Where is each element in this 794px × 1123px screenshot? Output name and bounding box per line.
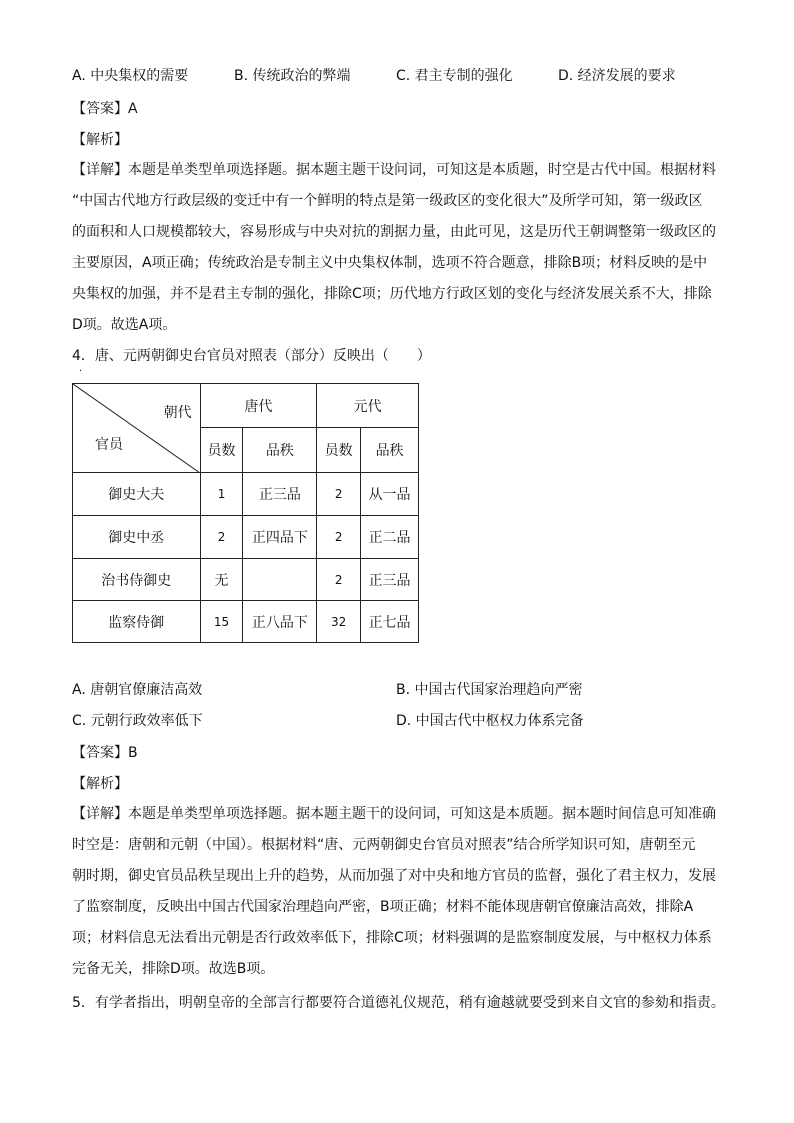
q4-detail-line: 朝时期，御史官员品秩呈现出上升的趋势，从而加强了对中央和地方官员的监督，强化了君主权力，发展 — [72, 868, 716, 884]
q3-detail-line: 的面积和人口规模都较大，容易形成与中央对抗的割据力量，由此可见，这是历代王朝调整第一级政区的 — [72, 224, 716, 240]
cell: 32 — [317, 601, 361, 643]
cell-official: 御史大夫 — [73, 473, 201, 516]
subheader-count: 员数 — [200, 428, 243, 473]
cell-official: 监察侍御 — [73, 601, 201, 643]
cell: 正七品 — [361, 601, 419, 643]
cell: 1 — [200, 473, 243, 516]
diagonal-divider — [73, 384, 200, 473]
table-corner-cell — [73, 384, 201, 473]
q3-detail-line: 【详解】本题是单类型单项选择题。据本题主题干设问词，可知这是本质题，时空是古代中国。根据材料 — [72, 162, 716, 178]
cell — [243, 559, 317, 601]
q4-detail-line: 完备无关，排除D项。故选B项。 — [72, 961, 275, 977]
q4-detail — [72, 799, 724, 985]
table-row — [73, 516, 419, 559]
header-yuan: 元代 — [317, 384, 419, 428]
cell: 从一品 — [361, 473, 419, 516]
q3-detail-line: 主要原因，A项正确；传统政治是专制主义中央集权体制，选项不符合题意，排除B项；材料反映的是中 — [72, 255, 708, 271]
q4-detail-line: 项；材料信息无法看出元朝是否行政效率低下，排除C项；材料强调的是监察制度发展，与中枢权力体系 — [72, 930, 712, 946]
stray-dot: · — [79, 366, 83, 377]
cell: 正三品 — [243, 473, 317, 516]
cell: 2 — [317, 559, 361, 601]
q3-analysis-label: 【解析】 — [72, 132, 128, 148]
q4-option-d: D. 中国古代中枢权力体系完备 — [396, 713, 584, 729]
q3-option-b: B. 传统政治的弊端 — [234, 68, 351, 84]
comparison-table — [72, 383, 419, 643]
cell: 无 — [200, 559, 243, 601]
corner-label-dynasty: 朝代 — [163, 405, 192, 421]
cell-official: 御史中丞 — [73, 516, 201, 559]
q3-detail-line: D项。故选A项。 — [72, 317, 177, 333]
q3-detail-line: “中国古代地方行政层级的变迁中有一个鲜明的特点是第一级政区的变化很大”及所学可知，第一级政区 — [72, 193, 703, 209]
q3-option-c: C. 君主专制的强化 — [396, 68, 513, 84]
cell: 正四品下 — [243, 516, 317, 559]
table-row — [73, 559, 419, 601]
q4-option-b: B. 中国古代国家治理趋向严密 — [396, 682, 583, 698]
cell: 正二品 — [361, 516, 419, 559]
q3-answer: 【答案】A — [72, 101, 138, 117]
q3-option-a: A. 中央集权的需要 — [72, 68, 189, 84]
cell: 正三品 — [361, 559, 419, 601]
cell: 2 — [200, 516, 243, 559]
subheader-count: 员数 — [317, 428, 361, 473]
q4-stem: 4．唐、元两朝御史台官员对照表（部分）反映出（ ） — [72, 348, 431, 364]
q4-detail-line: 时空是：唐朝和元朝（中国）。根据材料“唐、元两朝御史台官员对照表”结合所学知识可知，唐朝至元 — [72, 837, 696, 853]
header-tang: 唐代 — [200, 384, 317, 428]
table-row — [73, 473, 419, 516]
q4-option-a: A. 唐朝官僚廉洁高效 — [72, 682, 203, 698]
q3-detail — [72, 155, 724, 341]
cell: 15 — [200, 601, 243, 643]
q4-option-c: C. 元朝行政效率低下 — [72, 713, 203, 729]
q4-detail-line: 【详解】本题是单类型单项选择题。据本题主题干的设问词，可知这是本质题。据本题时间信息可知准确 — [72, 806, 716, 822]
q5-stem: 5．有学者指出，明朝皇帝的全部言行都要符合道德礼仪规范，稍有逾越就要受到来自文官的参劾和指责。 — [72, 995, 725, 1011]
q4-analysis-label: 【解析】 — [72, 776, 128, 792]
cell: 正八品下 — [243, 601, 317, 643]
q3-option-d: D. 经济发展的要求 — [558, 68, 676, 84]
subheader-rank: 品秩 — [243, 428, 317, 473]
cell: 2 — [317, 473, 361, 516]
cell-official: 治书侍御史 — [73, 559, 201, 601]
subheader-rank: 品秩 — [361, 428, 419, 473]
q4-detail-line: 了监察制度，反映出中国古代国家治理趋向严密，B项正确；材料不能体现唐朝官僚廉洁高效，排除A — [72, 899, 694, 915]
table-row — [73, 601, 419, 643]
corner-label-official: 官员 — [95, 437, 123, 453]
cell: 2 — [317, 516, 361, 559]
q3-detail-line: 央集权的加强，并不是君主专制的强化，排除C项；历代地方行政区划的变化与经济发展关系不大，排除 — [72, 286, 712, 302]
q4-answer: 【答案】B — [72, 745, 138, 761]
